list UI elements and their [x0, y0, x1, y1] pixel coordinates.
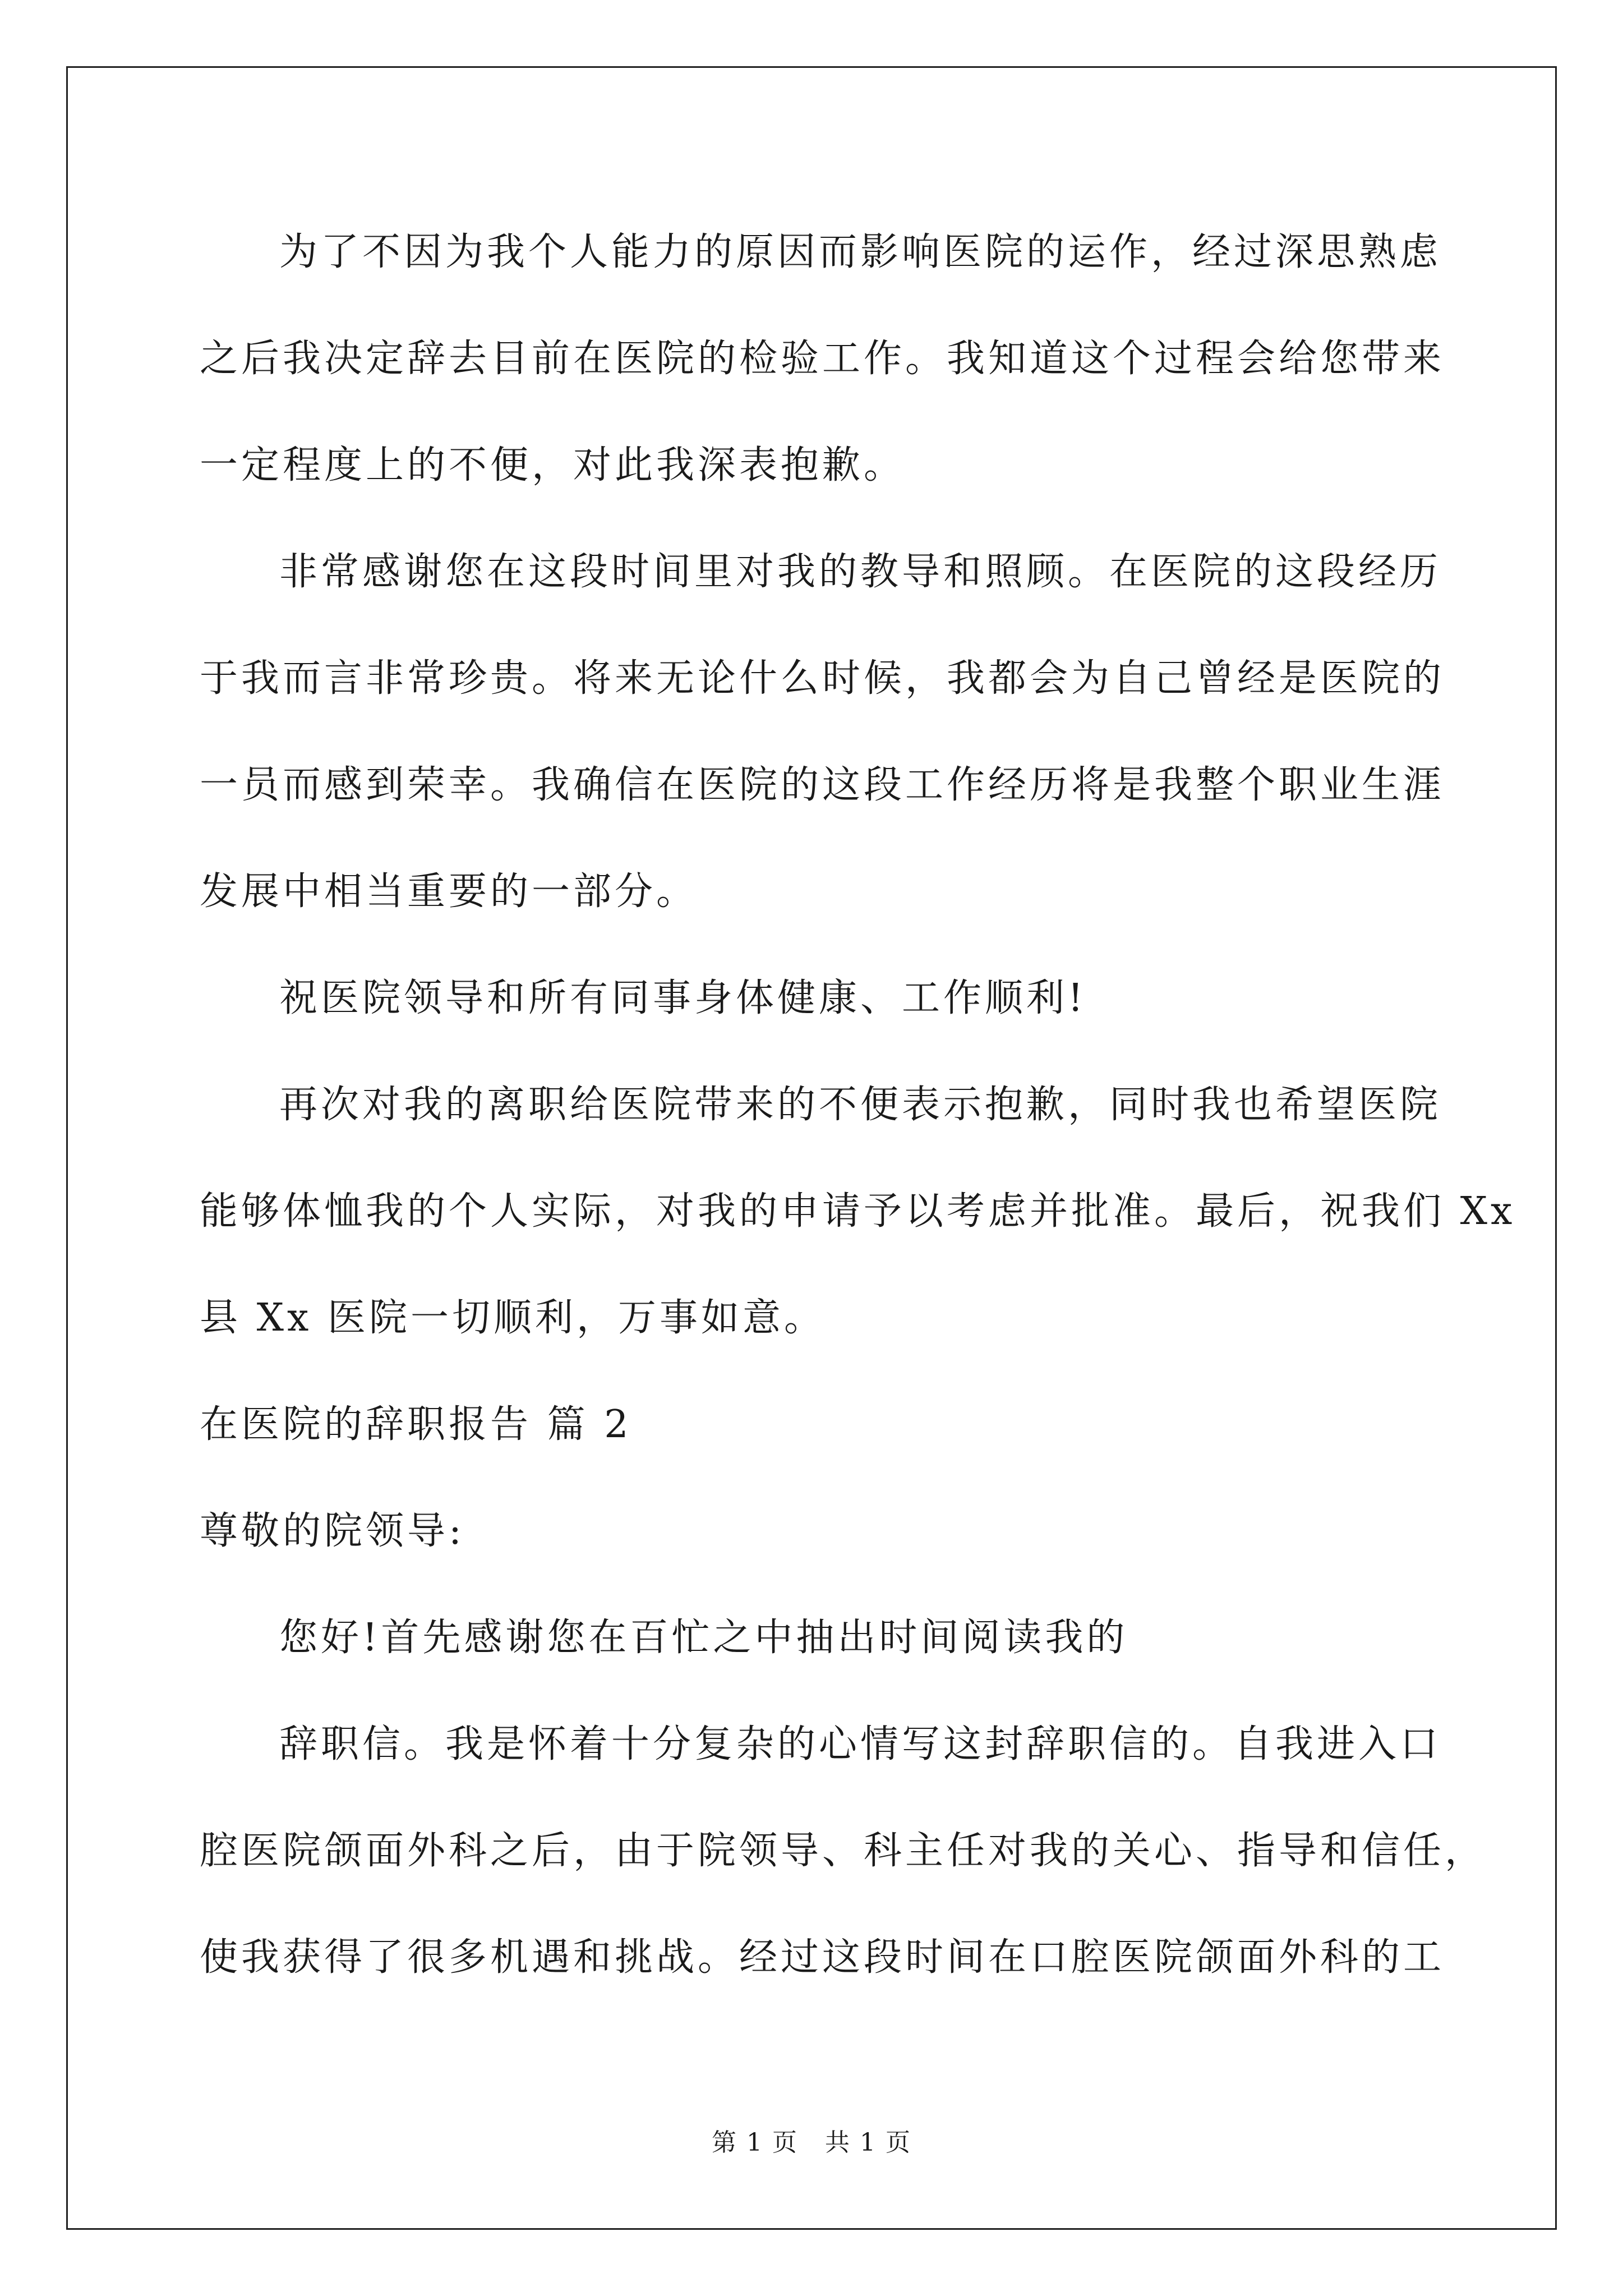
section-heading: 在医院的辞职报告 篇 2 — [200, 1402, 632, 1447]
paragraph-line: 能够体恤我的个人实际，对我的申请予以考虑并批准。最后，祝我们 Xx — [200, 1189, 1516, 1234]
paragraph-line: 非常感谢您在这段时间里对我的教导和照顾。在医院的这段经历 — [279, 550, 1442, 594]
paragraph-line: 再次对我的离职给医院带来的不便表示抱歉，同时我也希望医院 — [279, 1083, 1442, 1127]
paragraph-line: 为了不因为我个人能力的原因而影响医院的运作，经过深思熟虑 — [279, 230, 1442, 274]
salutation: 尊敬的院领导: — [200, 1509, 465, 1553]
page-footer: 第 1 页 共 1 页 — [712, 2128, 911, 2157]
paragraph-line: 腔医院颌面外科之后，由于院领导、科主任对我的关心、指导和信任， — [200, 1829, 1487, 1873]
paragraph-line: 使我获得了很多机遇和挑战。经过这段时间在口腔医院颌面外科的工 — [200, 1935, 1445, 1980]
paragraph-line: 一员而感到荣幸。我确信在医院的这段工作经历将是我整个职业生涯 — [200, 763, 1445, 807]
paragraph-line: 辞职信。我是怀着十分复杂的心情写这封辞职信的。自我进入口 — [279, 1722, 1442, 1766]
paragraph-line: 发展中相当重要的一部分。 — [200, 869, 698, 914]
paragraph-line: 之后我决定辞去目前在医院的检验工作。我知道这个过程会给您带来 — [200, 337, 1445, 381]
page-frame — [66, 66, 1557, 2230]
paragraph-line: 县 Xx 医院一切顺利，万事如意。 — [200, 1296, 826, 1340]
paragraph-line: 您好!首先感谢您在百忙之中抽出时间阅读我的 — [279, 1616, 1128, 1660]
paragraph-line: 祝医院领导和所有同事身体健康、工作顺利! — [279, 976, 1087, 1020]
paragraph-line: 于我而言非常珍贵。将来无论什么时候，我都会为自己曾经是医院的 — [200, 656, 1445, 701]
paragraph-line: 一定程度上的不便，对此我深表抱歉。 — [200, 443, 906, 487]
